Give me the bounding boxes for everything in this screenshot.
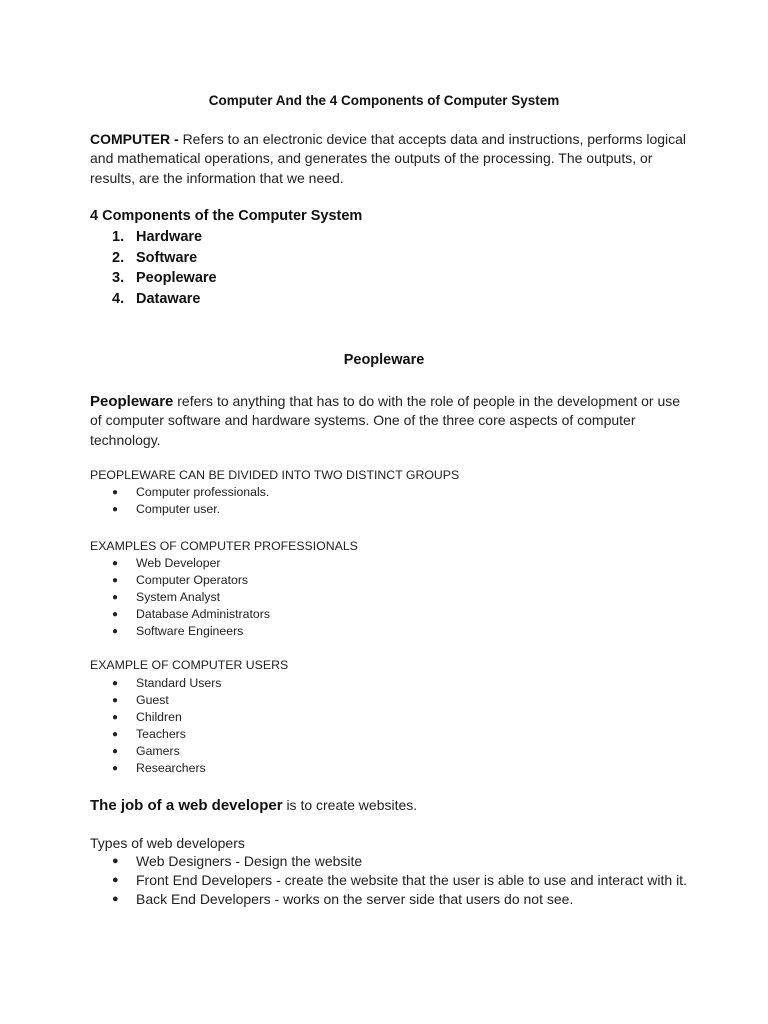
list-item xyxy=(90,623,270,640)
bullet-icon: ● xyxy=(112,712,119,724)
web-developer-types-list xyxy=(90,852,690,909)
list-item xyxy=(90,743,221,760)
list-item-text: Children xyxy=(136,710,182,725)
list-number: 2. xyxy=(112,249,125,266)
list-item-text: Computer professionals. xyxy=(136,485,270,499)
professionals-list xyxy=(90,555,270,640)
list-item-text: Database Administrators xyxy=(136,607,270,622)
bullet-icon: ● xyxy=(112,893,119,905)
list-item xyxy=(90,555,270,572)
list-item xyxy=(90,692,221,709)
bullet-icon: ● xyxy=(112,487,119,498)
list-number: 1. xyxy=(112,229,125,245)
bullet-icon: ● xyxy=(112,746,119,758)
list-item-text: Teachers xyxy=(136,727,186,742)
bullet-icon: ● xyxy=(112,695,119,707)
component-item xyxy=(90,289,217,310)
list-item xyxy=(90,709,221,726)
users-list xyxy=(90,675,221,778)
bullet-icon: ● xyxy=(112,678,119,689)
groups-heading: PEOPLEWARE CAN BE DIVIDED INTO TWO DISTINCT GROUPS xyxy=(90,468,460,482)
bullet-icon: ● xyxy=(112,558,119,569)
components-heading: 4 Components of the Computer System xyxy=(90,208,363,224)
list-number: 4. xyxy=(112,290,125,307)
list-item-text: System Analyst xyxy=(136,590,221,605)
bullet-icon: ● xyxy=(112,609,119,621)
list-item-text: Computer Operators xyxy=(136,573,249,588)
component-label: Dataware xyxy=(136,290,201,307)
list-item xyxy=(90,606,270,623)
peopleware-definition-text: refers to anything that has to do with the role of people in the development or use of computer software and hardware systems. One of the three core aspects of computer technology. xyxy=(90,393,681,448)
peopleware-heading: Peopleware xyxy=(343,352,425,368)
bullet-icon: ● xyxy=(112,874,119,886)
web-developer-term: The job of a web developer xyxy=(90,797,283,814)
list-item-text: Web Designers - Design the website xyxy=(136,853,363,869)
document-title: Computer And the 4 Components of Computer System xyxy=(208,93,560,108)
list-item xyxy=(90,852,690,871)
component-label: Hardware xyxy=(136,229,203,245)
component-item xyxy=(90,268,217,289)
list-item-text: Guest xyxy=(136,693,169,708)
computer-definition xyxy=(90,130,690,188)
list-item-text: Gamers xyxy=(136,744,180,759)
bullet-icon: ● xyxy=(112,855,119,867)
computer-definition-text: Refers to an electronic device that accepts data and instructions, performs logical and mathematical operations, and generates the outputs of the processing. The outputs, or results, are the information that we need. xyxy=(90,131,687,186)
bullet-icon: ● xyxy=(112,504,119,516)
components-list xyxy=(90,227,217,309)
web-developer-types-heading: Types of web developers xyxy=(90,835,245,851)
professionals-heading: EXAMPLES OF COMPUTER PROFESSIONALS xyxy=(90,539,358,553)
list-item xyxy=(90,675,221,692)
list-item-text: Software Engineers xyxy=(136,624,244,639)
peopleware-term: Peopleware xyxy=(90,393,174,410)
computer-term: COMPUTER - xyxy=(90,131,179,147)
list-item-text: Back End Developers - works on the server side that users do not see. xyxy=(136,891,574,907)
list-item xyxy=(90,760,221,777)
list-item xyxy=(90,484,269,501)
component-item xyxy=(90,227,217,248)
list-item xyxy=(90,572,270,589)
list-item-text: Researchers xyxy=(136,761,206,776)
web-developer-text: is to create websites. xyxy=(286,797,418,813)
bullet-icon: ● xyxy=(112,592,119,604)
web-developer-statement xyxy=(90,795,690,816)
bullet-icon: ● xyxy=(112,626,119,638)
list-item xyxy=(90,890,690,909)
bullet-icon: ● xyxy=(112,575,119,587)
component-label: Software xyxy=(136,249,198,266)
groups-list xyxy=(90,484,269,518)
list-item-text: Computer user. xyxy=(136,502,221,517)
list-item xyxy=(90,501,269,518)
component-item xyxy=(90,248,217,269)
component-label: Peopleware xyxy=(136,270,217,287)
list-item xyxy=(90,589,270,606)
list-item-text: Standard Users xyxy=(136,676,222,690)
list-number: 3. xyxy=(112,270,125,287)
users-heading: EXAMPLE OF COMPUTER USERS xyxy=(90,658,289,672)
list-item xyxy=(90,726,221,743)
peopleware-definition xyxy=(90,392,690,450)
bullet-icon: ● xyxy=(112,763,119,775)
list-item xyxy=(90,871,690,890)
bullet-icon: ● xyxy=(112,729,119,741)
list-item-text: Web Developer xyxy=(136,556,221,570)
list-item-text: Front End Developers - create the website that the user is able to use and interact with it. xyxy=(136,872,687,888)
